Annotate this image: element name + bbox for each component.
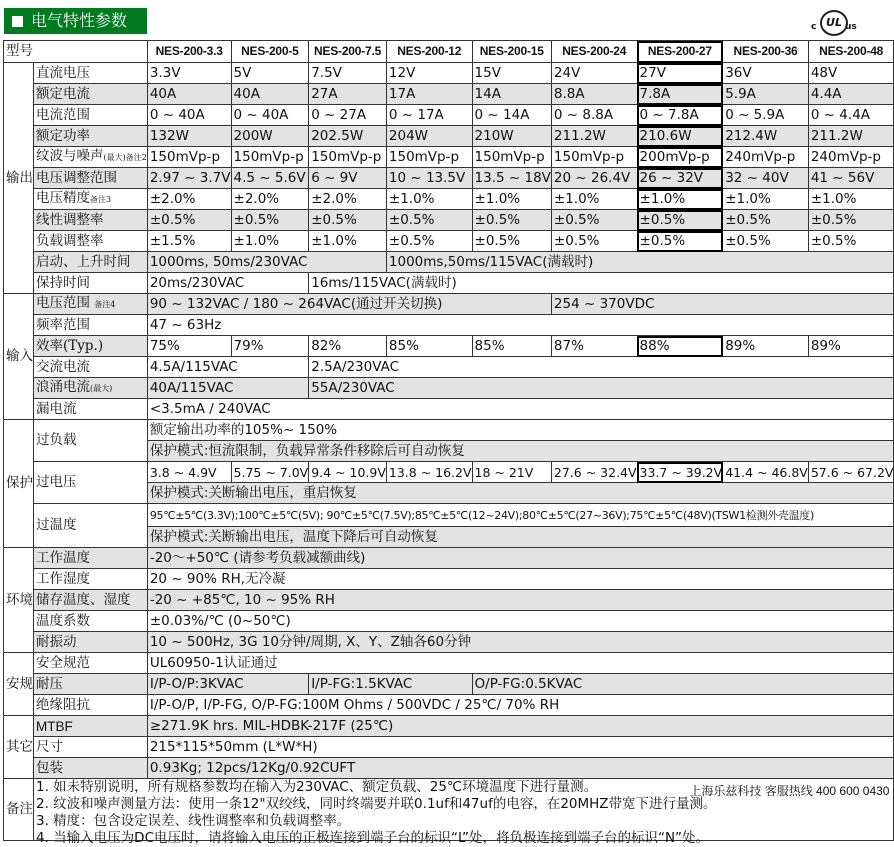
value-cell: 10 ~ 13.5V [386, 168, 472, 189]
row-label: MTBF [34, 716, 148, 737]
row-accuracy [4, 189, 894, 210]
value-cell: ±0.5% [386, 210, 472, 231]
value-cell: 2.5A/230VAC [309, 357, 894, 378]
value-cell: 33.7 ~ 39.2V [637, 462, 723, 483]
value-cell: 150mVp-p [551, 147, 637, 168]
value-cell: 14A [472, 84, 551, 105]
value-cell: 85% [386, 336, 472, 357]
value-cell: 8.8A [551, 84, 637, 105]
row-rated-power [4, 126, 894, 147]
value-cell: ≥271.9K hrs. MIL-HDBK-217F (25℃) [147, 716, 894, 737]
value-cell: 4.5A/115VAC [147, 357, 308, 378]
row-label: 包装 [34, 758, 148, 779]
row-label: 储存温度、湿度 [34, 590, 148, 611]
value-cell: 87% [551, 336, 637, 357]
value-cell: 75% [147, 336, 231, 357]
row-label: 频率范围 [34, 315, 148, 336]
row-label: 直流电压 [34, 63, 148, 84]
note-1: 1. 如未特别说明，所有规格参数均在输入为230VAC、额定负载、25℃环境温度下进行量测。 [36, 779, 598, 795]
value-cell: 17A [386, 84, 472, 105]
value-cell: ±0.5% [637, 210, 723, 231]
value-cell: 6 ~ 9V [309, 168, 387, 189]
value-cell: ±0.5% [723, 231, 809, 252]
row-label: 额定电流 [34, 84, 148, 105]
group-env: 环境 [4, 548, 34, 653]
value-cell: 16ms/115VAC(满载时) [309, 273, 894, 294]
inrush-label: 浪涌电流 [36, 379, 90, 395]
value-cell: 18 ~ 21V [472, 462, 551, 483]
row-label: 线性调整率 [34, 210, 148, 231]
row-label: 过负载 [34, 420, 148, 462]
group-output: 输出 [4, 63, 34, 294]
row-work-humidity [4, 569, 894, 590]
value-cell: 27.6 ~ 32.4V [551, 462, 637, 483]
value-cell: 7.8A [637, 84, 723, 105]
value-cell: 9.4 ~ 10.9V [309, 462, 387, 483]
group-notes: 备注 [4, 779, 34, 841]
row-label: 安全规范 [34, 653, 148, 674]
model-cell: NES-200-5 [231, 41, 309, 63]
value-cell: O/P-FG:0.5KVAC [472, 674, 894, 695]
model-cell: NES-200-24 [551, 41, 637, 63]
value-cell: 0 ~ 5.9A [723, 105, 809, 126]
value-cell: 41 ~ 56V [808, 168, 894, 189]
value-cell: 0 ~ 8.8A [551, 105, 637, 126]
value-cell: 95℃±5℃(3.3V);100℃±5℃(5V); 90℃±5℃(7.5V);85℃±5℃(12~24V);80℃±5℃(27~36V);75℃±5℃(48V)(TSW1检测外壳温度) [147, 504, 894, 527]
row-frequency [4, 315, 894, 336]
row-label: 耐压 [34, 674, 148, 695]
value-cell: 0 ~ 40A [147, 105, 231, 126]
value-cell: 0.93Kg; 12pcs/12Kg/0.92CUFT [147, 758, 894, 779]
row-storage [4, 590, 894, 611]
value-cell: 10 ~ 500Hz, 3G 10分钟/周期, X、Y、Z轴各60分钟 [147, 632, 894, 653]
row-label: 过电压 [34, 462, 148, 504]
value-cell: 24V [551, 63, 637, 84]
value-cell: 0 ~ 4.4A [808, 105, 894, 126]
model-cell-highlighted: NES-200-27 [637, 41, 723, 63]
group-protection: 保护 [4, 420, 34, 548]
model-row [4, 41, 894, 63]
value-cell: 150mVp-p [231, 147, 309, 168]
value-cell: 150mVp-p [386, 147, 472, 168]
value-cell: 211.2W [808, 126, 894, 147]
ul-certification-logo [811, 10, 857, 34]
note-ref: 备注3 [90, 195, 112, 204]
input-voltage-label: 电压范围 [36, 295, 90, 311]
row-withstand [4, 674, 894, 695]
section-title: 电气特性参数 [31, 11, 128, 30]
value-cell: ±0.5% [551, 210, 637, 231]
value-cell: 40A [231, 84, 309, 105]
value-cell: 13.5 ~ 18V [472, 168, 551, 189]
row-setup-time [4, 252, 894, 273]
note-4: 4. 当输入电压为DC电压时，请将输入电压的正极连接到端子台的标识“L”处，将负极连接到端子台的标识“N”处。 [36, 830, 710, 846]
value-cell: 48V [808, 63, 894, 84]
value-cell: 82% [309, 336, 387, 357]
row-label: 漏电流 [34, 399, 148, 420]
value-cell: 3.8 ~ 4.9V [147, 462, 231, 483]
row-inrush [4, 378, 894, 399]
value-cell: 88% [637, 336, 723, 357]
value-cell: 55A/230VAC [309, 378, 894, 399]
row-load-reg [4, 231, 894, 252]
value-cell: ±0.5% [147, 210, 231, 231]
value-cell: 20 ~ 26.4V [551, 168, 637, 189]
accuracy-label: 电压精度 [36, 190, 90, 206]
value-cell: 210W [472, 126, 551, 147]
value-cell: ±2.0% [309, 189, 387, 210]
value-cell: 79% [231, 336, 309, 357]
row-temp-coef [4, 611, 894, 632]
value-cell: ±0.5% [808, 210, 894, 231]
row-label: 尺寸 [34, 737, 148, 758]
note-ref: (最大) [90, 384, 113, 393]
value-cell: 204W [386, 126, 472, 147]
value-cell: 20 ~ 90% RH,无冷凝 [147, 569, 894, 590]
value-cell: ±0.5% [551, 231, 637, 252]
value-cell: 27V [637, 63, 723, 84]
value-cell: 4.4A [808, 84, 894, 105]
value-cell: 240mVp-p [808, 147, 894, 168]
row-label [34, 294, 148, 315]
row-label: 温度系数 [34, 611, 148, 632]
value-cell: UL60950-1认证通过 [147, 653, 894, 674]
value-cell: 15V [472, 63, 551, 84]
model-cell: NES-200-12 [386, 41, 472, 63]
cert-us: us [845, 22, 857, 32]
value-cell: 0 ~ 40A [231, 105, 309, 126]
row-notes [4, 779, 894, 841]
square-icon [12, 16, 23, 27]
value-cell: 0 ~ 17A [386, 105, 472, 126]
value-cell: ±0.5% [723, 210, 809, 231]
value-cell: ±1.0% [551, 189, 637, 210]
value-cell: 20ms/230VAC [147, 273, 308, 294]
row-label: 负载调整率 [34, 231, 148, 252]
value-cell: 4.5 ~ 5.6V [231, 168, 309, 189]
value-cell: 150mVp-p [309, 147, 387, 168]
value-cell: 36V [723, 63, 809, 84]
value-cell: ±1.0% [309, 231, 387, 252]
cert-c: c [811, 22, 817, 32]
value-cell: 7.5V [309, 63, 387, 84]
row-adj-range [4, 168, 894, 189]
value-cell: 0 ~ 7.8A [637, 105, 723, 126]
group-safety: 安规 [4, 653, 34, 716]
row-label [34, 147, 148, 168]
value-cell: 254 ~ 370VDC [551, 294, 894, 315]
row-label [34, 189, 148, 210]
row-overload-1 [4, 420, 894, 441]
row-hold-time [4, 273, 894, 294]
value-cell: 13.8 ~ 16.2V [386, 462, 472, 483]
value-cell: 3.3V [147, 63, 231, 84]
value-cell: 89% [808, 336, 894, 357]
value-cell: 额定输出功率的105%~ 150% [147, 420, 894, 441]
value-cell: ±1.0% [637, 189, 723, 210]
value-cell: ±1.0% [472, 189, 551, 210]
note-ref: 备注4 [94, 300, 116, 309]
value-cell: ±1.0% [808, 189, 894, 210]
value-cell: 40A [147, 84, 231, 105]
value-cell: 150mVp-p [147, 147, 231, 168]
note-2: 2. 纹波和噪声测量方法：使用一条12"双绞线，同时终端要并联0.1uf和47uf的电容，在20MHZ带宽下进行量测。 [36, 796, 717, 812]
row-label: 绝缘阻抗 [34, 695, 148, 716]
value-cell: ±0.5% [231, 210, 309, 231]
model-cell: NES-200-7.5 [309, 41, 387, 63]
value-cell: 保护模式:关断输出电压，温度下降后可自动恢复 [147, 527, 894, 548]
model-cell: NES-200-36 [723, 41, 809, 63]
row-package [4, 758, 894, 779]
row-ac-current [4, 357, 894, 378]
model-cell: NES-200-48 [808, 41, 894, 63]
value-cell: 89% [723, 336, 809, 357]
note-ref: (最大)备注2 [103, 153, 147, 162]
value-cell: ±1.5% [147, 231, 231, 252]
value-cell: 132W [147, 126, 231, 147]
value-cell: 202.5W [309, 126, 387, 147]
spec-table [3, 40, 894, 846]
group-input: 输入 [4, 294, 34, 420]
row-dc-voltage [4, 63, 894, 84]
value-cell: 1000ms,50ms/115VAC(满载时) [386, 252, 894, 273]
row-vibration [4, 632, 894, 653]
value-cell: 40A/115VAC [147, 378, 308, 399]
value-cell: ±2.0% [231, 189, 309, 210]
value-cell: ±0.5% [808, 231, 894, 252]
value-cell: 85% [472, 336, 551, 357]
row-overvoltage-1 [4, 462, 894, 483]
note-3: 3. 精度：包含设定误差、线性调整率和负载调整率。 [36, 813, 351, 829]
value-cell: 211.2W [551, 126, 637, 147]
row-rated-current [4, 84, 894, 105]
row-mtbf [4, 716, 894, 737]
value-cell: 27A [309, 84, 387, 105]
value-cell: 26 ~ 32V [637, 168, 723, 189]
row-safety-std [4, 653, 894, 674]
value-cell: 90 ~ 132VAC / 180 ~ 264VAC(通过开关切换) [147, 294, 551, 315]
value-cell: ±0.5% [309, 210, 387, 231]
value-cell: 47 ~ 63Hz [147, 315, 894, 336]
model-cell: NES-200-15 [472, 41, 551, 63]
hotline-text: 上海乐兹科技 客服热线 400 600 0430 [689, 784, 890, 798]
notes-cell [34, 779, 894, 846]
value-cell: ±0.03%/℃ (0~50℃) [147, 611, 894, 632]
row-label: 保持时间 [34, 273, 148, 294]
model-label: 型号 [4, 41, 148, 63]
value-cell: -20～+50℃ (请参考负载减额曲线) [147, 548, 894, 569]
row-line-reg [4, 210, 894, 231]
value-cell: <3.5mA / 240VAC [147, 399, 894, 420]
row-size [4, 737, 894, 758]
value-cell: -20 ~ +85℃, 10 ~ 95% RH [147, 590, 894, 611]
row-leakage [4, 399, 894, 420]
value-cell: 1000ms, 50ms/230VAC [147, 252, 386, 273]
row-label: 额定功率 [34, 126, 148, 147]
row-isolation [4, 695, 894, 716]
value-cell: 5V [231, 63, 309, 84]
group-other: 其它 [4, 716, 34, 779]
value-cell: 12V [386, 63, 472, 84]
value-cell: ±0.5% [472, 210, 551, 231]
value-cell: 0 ~ 14A [472, 105, 551, 126]
row-label: 电流范围 [34, 105, 148, 126]
value-cell: ±1.0% [723, 189, 809, 210]
value-cell: ±0.5% [472, 231, 551, 252]
value-cell: ±0.5% [386, 231, 472, 252]
value-cell: 240mVp-p [723, 147, 809, 168]
ul-mark: UL [820, 10, 848, 36]
row-input-voltage [4, 294, 894, 315]
value-cell: 32 ~ 40V [723, 168, 809, 189]
row-label: 工作温度 [34, 548, 148, 569]
row-label: 电压调整范围 [34, 168, 148, 189]
value-cell: 保护模式:恒流限制，负载异常条件移除后可自动恢复 [147, 441, 894, 462]
value-cell: ±1.0% [386, 189, 472, 210]
row-label: 过温度 [34, 504, 148, 548]
value-cell: 200mVp-p [637, 147, 723, 168]
ripple-label: 纹波与噪声 [36, 148, 104, 164]
value-cell: 2.97 ~ 3.7V [147, 168, 231, 189]
value-cell: I/P-O/P:3KVAC [147, 674, 308, 695]
value-cell: 200W [231, 126, 309, 147]
value-cell: 57.6 ~ 67.2V [808, 462, 894, 483]
value-cell: 0 ~ 27A [309, 105, 387, 126]
section-header [4, 8, 147, 34]
row-ripple [4, 147, 894, 168]
row-label [34, 378, 148, 399]
row-label: 工作湿度 [34, 569, 148, 590]
row-label: 交流电流 [34, 357, 148, 378]
row-label: 启动、上升时间 [34, 252, 148, 273]
value-cell: 5.9A [723, 84, 809, 105]
value-cell: ±2.0% [147, 189, 231, 210]
value-cell: I/P-FG:1.5KVAC [309, 674, 472, 695]
value-cell: 215*115*50mm (L*W*H) [147, 737, 894, 758]
value-cell: 保护模式:关断输出电压，重启恢复 [147, 483, 894, 504]
value-cell: 41.4 ~ 46.8V [723, 462, 809, 483]
row-work-temp [4, 548, 894, 569]
row-overtemp-1 [4, 504, 894, 527]
row-current-range [4, 105, 894, 126]
row-label: 耐振动 [34, 632, 148, 653]
value-cell: ±1.0% [231, 231, 309, 252]
value-cell: ±0.5% [637, 231, 723, 252]
row-efficiency [4, 336, 894, 357]
row-label: 效率(Typ.) [34, 336, 148, 357]
value-cell: I/P-O/P, I/P-FG, O/P-FG:100M Ohms / 500VDC / 25℃/ 70% RH [147, 695, 894, 716]
model-cell: NES-200-3.3 [147, 41, 231, 63]
value-cell: 5.75 ~ 7.0V [231, 462, 309, 483]
value-cell: 210.6W [637, 126, 723, 147]
value-cell: 150mVp-p [472, 147, 551, 168]
value-cell: 212.4W [723, 126, 809, 147]
